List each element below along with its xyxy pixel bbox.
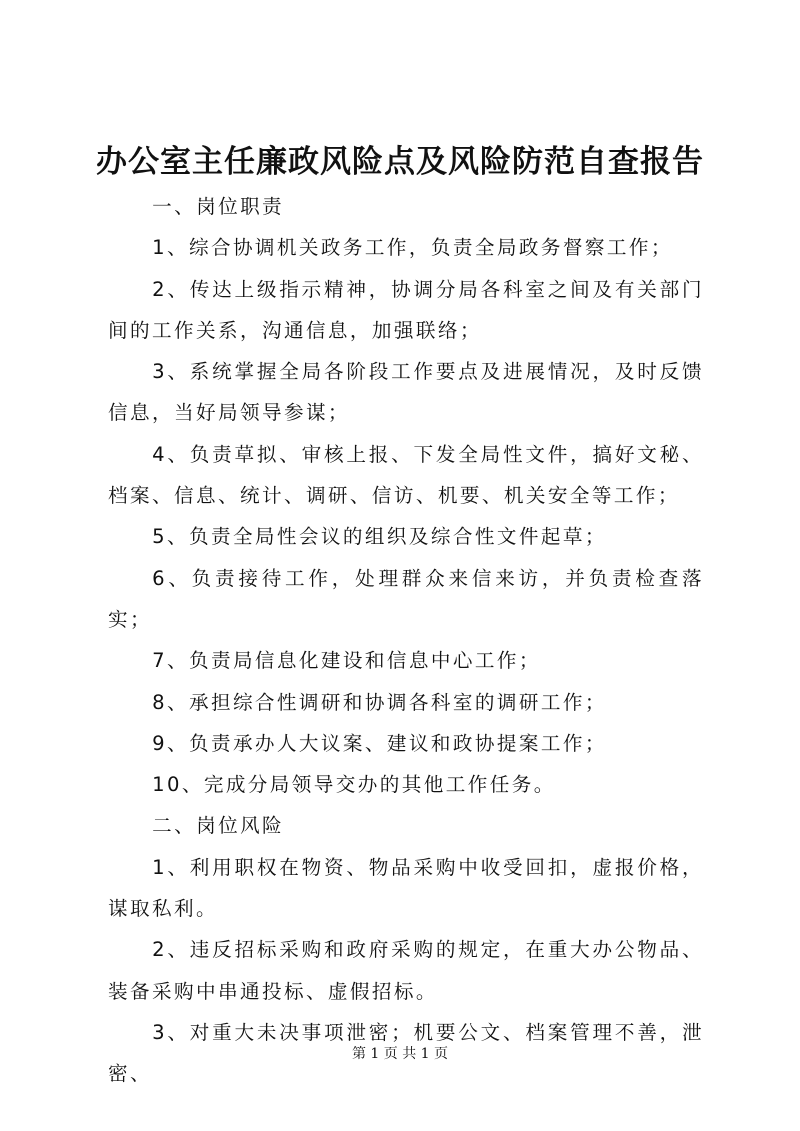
duty-item-5: 5、负责全局性会议的组织及综合性文件起草； bbox=[152, 525, 607, 549]
duty-item-8: 8、承担综合性调研和协调各科室的调研工作； bbox=[152, 690, 607, 714]
duty-item-4: 4、负责草拟、审核上报、下发全局性文件，搞好文秘、档案、信息、统计、调研、信访、机要、机关安全等工作； bbox=[108, 442, 704, 508]
document-title: 办公室主任廉政风险点及风险防范自查报告 bbox=[96, 144, 704, 180]
section-heading-risks: 二、岗位风险 bbox=[152, 814, 285, 838]
duty-item-1: 1、综合协调机关政务工作，负责全局政务督察工作； bbox=[152, 236, 673, 260]
page-footer: 第 1 页 共 1 页 bbox=[351, 1046, 449, 1062]
duty-item-10: 10、完成分局领导交办的其他工作任务。 bbox=[152, 773, 556, 797]
duty-item-9: 9、负责承办人大议案、建议和政协提案工作； bbox=[152, 731, 607, 755]
section-heading-duties: 一、岗位职责 bbox=[152, 195, 285, 218]
duty-item-6: 6、负责接待工作，处理群众来信来访，并负责检查落实； bbox=[108, 566, 704, 631]
duty-item-3: 3、系统掌握全局各阶段工作要点及进展情况，及时反馈信息，当好局领导参谋； bbox=[108, 360, 704, 425]
duty-item-7: 7、负责局信息化建设和信息中心工作； bbox=[152, 649, 541, 673]
risk-item-3: 3、对重大未决事项泄密；机要公文、档案管理不善，泄密、 bbox=[108, 1020, 704, 1086]
document-body bbox=[108, 186, 704, 1095]
duty-item-2: 2、传达上级指示精神，协调分局各科室之间及有关部门间的工作关系，沟通信息，加强联络； bbox=[108, 277, 704, 342]
risk-item-2: 2、违反招标采购和政府采购的规定，在重大办公物品、装备采购中串通投标、虚假招标。 bbox=[108, 938, 704, 1003]
risk-item-1: 1、利用职权在物资、物品采购中收受回扣，虚报价格，谋取私利。 bbox=[108, 855, 704, 921]
